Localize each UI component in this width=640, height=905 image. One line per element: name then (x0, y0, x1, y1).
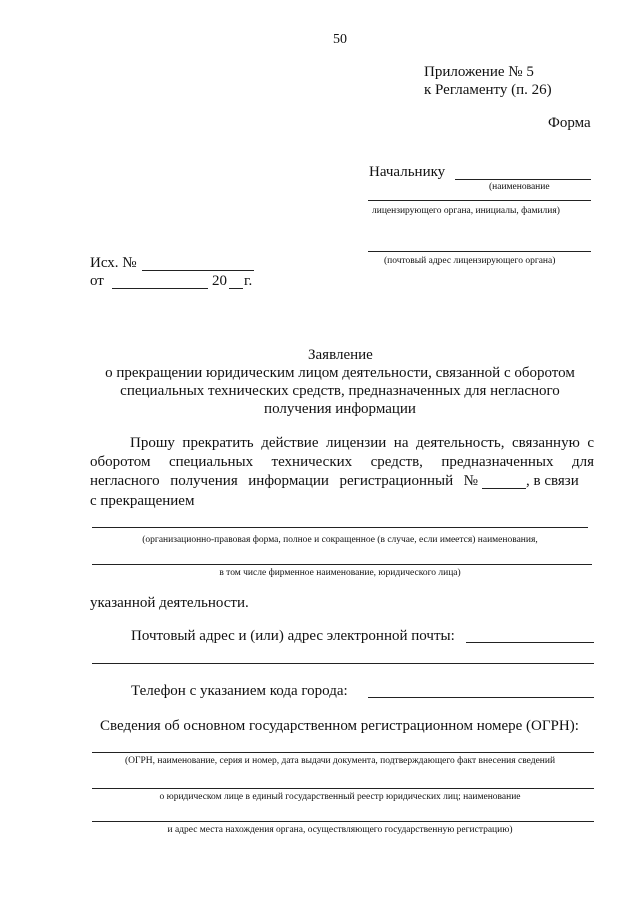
date-prefix: от (90, 273, 104, 289)
addressee-name-line[interactable] (455, 179, 591, 180)
addressee-name-caption: (наименование (489, 182, 550, 192)
phone-label: Телефон с указанием кода города: (131, 683, 348, 699)
ogrn-line-3[interactable] (92, 821, 594, 822)
regulation-label: к Регламенту (п. 26) (424, 82, 552, 98)
ogrn-line-1[interactable] (92, 752, 594, 753)
title-line-2: специальных технических средств, предназначенных для негласного (120, 383, 560, 399)
date-year-line[interactable] (229, 288, 243, 289)
ogrn-caption-3: и адрес места нахождения органа, осуществляющего государственную регистрацию) (167, 825, 513, 835)
request-line-1: Прошу прекратить действие лицензии на деятельность, связанную с (130, 435, 594, 451)
postal-address-line-1[interactable] (466, 642, 594, 643)
request-line-2: оборотом специальных технических средств, предназначенных для (90, 454, 594, 470)
form-label: Форма (548, 115, 591, 131)
addressee-address-line[interactable] (368, 251, 591, 252)
activity-text: указанной деятельности. (90, 595, 249, 611)
page-number: 50 (333, 32, 347, 47)
date-year-prefix: 20 (212, 273, 227, 289)
outgoing-number-line[interactable] (142, 270, 254, 271)
organization-caption-1: (организационно-правовая форма, полное и сокращенное (в случае, если имеется) наименования, (142, 535, 538, 545)
outgoing-number-label: Исх. № (90, 255, 137, 271)
date-day-month-line[interactable] (112, 288, 208, 289)
appendix-label: Приложение № 5 (424, 64, 534, 80)
title-line-1: о прекращении юридическим лицом деятельности, связанной с оборотом (105, 365, 575, 381)
ogrn-caption-2: о юридическом лице в единый государственный реестр юридических лиц; наименование (159, 792, 521, 802)
date-suffix: г. (244, 273, 253, 289)
postal-address-line-2[interactable] (92, 663, 594, 664)
organization-line-2[interactable] (92, 564, 592, 565)
addressee-org-caption: лицензирующего органа, инициалы, фамилия) (372, 206, 560, 216)
document-title: Заявление (308, 347, 373, 363)
ogrn-label: Сведения об основном государственном регистрационном номере (ОГРН): (100, 718, 579, 734)
ogrn-line-2[interactable] (92, 788, 594, 789)
addressee-label: Начальнику (369, 164, 446, 180)
request-line-3-end: , в связи (526, 473, 579, 489)
addressee-org-line[interactable] (368, 200, 591, 201)
addressee-address-caption: (почтовый адрес лицензирующего органа) (384, 256, 556, 266)
postal-address-label: Почтовый адрес и (или) адрес электронной почты: (131, 628, 455, 644)
organization-caption-2: в том числе фирменное наименование, юридического лица) (219, 568, 461, 578)
organization-line-1[interactable] (92, 527, 588, 528)
request-line-3: негласного получения информации регистрационный № (90, 473, 478, 489)
request-line-4: с прекращением (90, 493, 195, 509)
registration-number-line[interactable] (482, 488, 526, 489)
phone-line[interactable] (368, 697, 594, 698)
ogrn-caption-1: (ОГРН, наименование, серия и номер, дата выдачи документа, подтверждающего факт внесения сведений (124, 756, 556, 766)
title-line-3: получения информации (264, 401, 416, 417)
